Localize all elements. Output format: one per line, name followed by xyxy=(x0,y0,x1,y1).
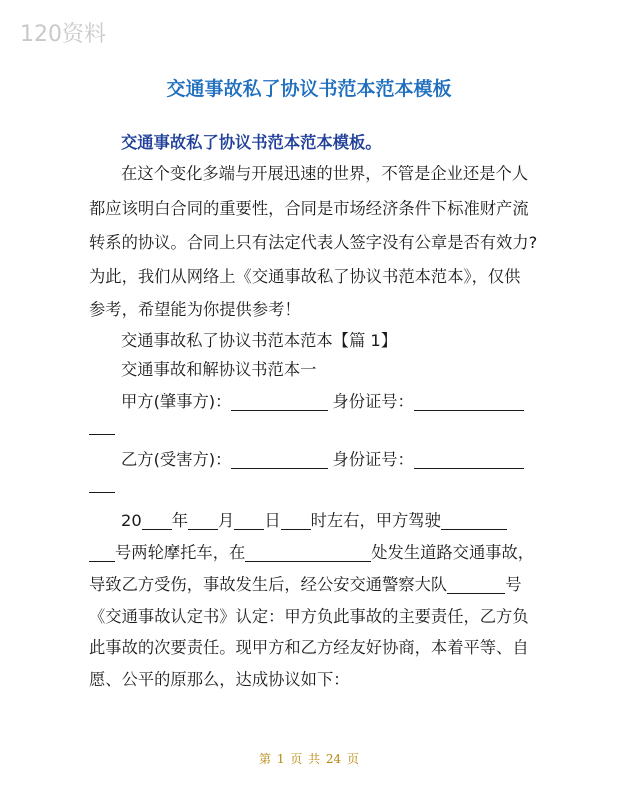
party-b-name-blank[interactable] xyxy=(231,450,328,469)
page-footer: 第 1 页 共 24 页 xyxy=(259,752,359,766)
party-b-row-cont xyxy=(89,474,115,493)
accident-line-5: 此事故的次要责任。现甲方和乙方经友好协商，本着平等、自 xyxy=(89,638,529,657)
section-heading: 交通事故私了协议书范本范本【篇 1】 xyxy=(121,331,398,350)
intro-line-4: 为此，我们从网络上《交通事故私了协议书范本范本》，仅供 xyxy=(89,267,521,286)
year-label: 年 xyxy=(171,511,189,530)
party-b-label: 乙方(受害方)： xyxy=(121,450,232,469)
party-a-row xyxy=(121,388,524,412)
report-number-blank[interactable] xyxy=(447,575,505,594)
party-a-label: 甲方(肇事方)： xyxy=(121,392,232,411)
party-a-row-cont xyxy=(89,416,115,435)
hour-blank[interactable] xyxy=(281,511,311,530)
police-text: 导致乙方受伤，事故发生后，经公安交通警察大队 xyxy=(89,575,448,594)
accident-line-1 xyxy=(121,507,507,531)
party-a-id-label: 身份证号： xyxy=(332,392,414,411)
party-a-name-blank[interactable] xyxy=(231,392,328,411)
party-b-id-blank[interactable] xyxy=(414,450,524,469)
accident-line-3 xyxy=(89,571,522,595)
intro-line-5: 参考，希望能为你提供参考！ xyxy=(89,300,301,319)
number-label: 号 xyxy=(505,575,522,594)
vehicle-blank[interactable] xyxy=(441,511,507,530)
accident-line-2 xyxy=(89,539,534,563)
party-b-row xyxy=(121,446,524,470)
intro-line-2: 都应该明白合同的重要性，合同是市场经济条件下标准财产流 xyxy=(89,199,529,218)
party-b-id-label: 身份证号： xyxy=(332,450,414,469)
intro-line-3: 转系的协议。合同上只有法定代表人签字没有公章是否有效力? xyxy=(89,233,538,252)
month-blank[interactable] xyxy=(188,511,218,530)
document-subtitle: 交通事故私了协议书范本范本模板。 xyxy=(121,133,382,152)
watermark: 120资料 xyxy=(20,22,106,47)
agreement-heading: 交通事故和解协议书范本一 xyxy=(121,360,317,379)
month-label: 月 xyxy=(218,511,235,530)
year-prefix: 20 xyxy=(121,511,142,530)
place-blank[interactable] xyxy=(245,543,371,562)
day-blank[interactable] xyxy=(234,511,264,530)
party-b-id-blank-cont[interactable] xyxy=(89,474,115,493)
accident-line-4: 《交通事故认定书》认定：甲方负此事故的主要责任，乙方负 xyxy=(89,607,529,626)
time-label: 时左右，甲方驾驶 xyxy=(310,511,441,530)
document-title: 交通事故私了协议书范本范本模板 xyxy=(166,78,452,100)
year-blank[interactable] xyxy=(142,511,172,530)
vehicle-blank-cont[interactable] xyxy=(89,543,115,562)
accident-line-6: 愿、公平的原那么，达成协议如下： xyxy=(89,670,350,689)
vehicle-label: 号两轮摩托车，在 xyxy=(115,543,246,562)
party-a-id-blank-cont[interactable] xyxy=(89,416,115,435)
party-a-id-blank[interactable] xyxy=(414,392,524,411)
intro-line-1: 在这个变化多端与开展迅速的世界，不管是企业还是个人 xyxy=(121,164,529,183)
day-label: 日 xyxy=(264,511,281,530)
place-label: 处发生道路交通事故， xyxy=(371,543,535,562)
